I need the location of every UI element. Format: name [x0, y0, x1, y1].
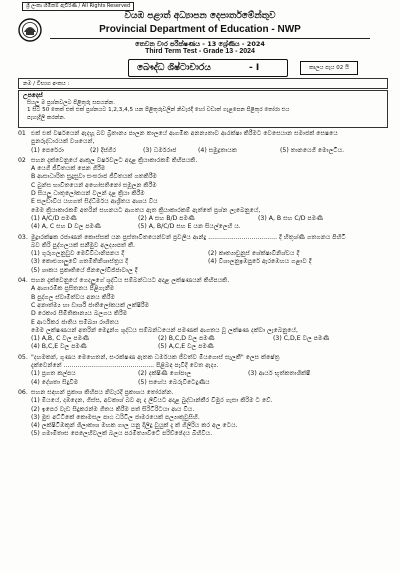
option[interactable]: (4) B,C,E වල පමණි: [31, 343, 87, 351]
option[interactable]: (1) A/C/D පමණි: [31, 214, 77, 222]
instruction-line: 1 සිට 50 තෙක් එක් එක් ප්‍රශ්නයට 1,2,3,4,5 යන පිළිතුරුවලින් නිවැරදි හෝ වඩාත් ගැළපෙන පිළිතුර තෝරා එය: [27, 107, 290, 113]
question-text: මුද්‍රාරක්ෂක රජාණන් කොස්සක් යන ප්‍රස්තාවිතයෙන්වන් ප්‍රවලීය ආන්දු ................................... දී හිතුශ්ණි ගතගනය පිහිටි: [31, 233, 346, 241]
option[interactable]: (4) දේශතා සිදුවීම: [31, 378, 79, 386]
instruction-line: සියලු ම ප්‍රශ්නවලට පිළිතුරු සපයන්න.: [27, 99, 116, 106]
question-01: [18, 130, 390, 155]
option-row: [18, 379, 390, 387]
option[interactable]: (5) A,C,E වල පමණි: [158, 343, 214, 351]
option[interactable]: (1) පෙරේරා: [31, 146, 64, 154]
option[interactable]: (2) දක්ෂිණී ගෝපාල: [138, 370, 192, 378]
option-row: [18, 267, 390, 275]
statement-item: C අනාත්ම්‍ය හා ඩාර්ශි ජාතිලෝකයක් ලක්ෂිරීම: [31, 301, 150, 309]
question-text: සහන දැක්වෙනුයේ ආකුල වර්ෂවලට අදාළ ක්‍රියාකාරකම් කිහිපයකි.: [31, 156, 198, 164]
question-text-cont: පුනරුද්ධාරයක් වශයෙන්,: [31, 138, 95, 146]
statement-item: E ආර්ථිකර ජාතිය සමීඛ්‍යා රාශිතය: [31, 318, 119, 326]
question-ask: මෙම ලක්ෂණයන් අතරින් මෙදුන්ග ශුද්ධය සම්බන්ධයෙන් පමණක් ආගතය වූ ලක්ෂණ දක්වා ලැබෙනුයේ,: [31, 326, 298, 334]
option[interactable]: (3) මුළු අට්ටිකේ කොමසල පාඨ ධරිටිල ජාමරයෙක් පල්‍යාකුවුසිහි.: [31, 413, 200, 421]
option[interactable]: (3) C,D,E වල පමණි: [273, 335, 330, 343]
question-text: සහන සඳහන් ප්‍රකාශ කිහිපය නිවැරදි ප්‍රකාශය තෝරන්න.: [31, 388, 174, 396]
option[interactable]: (3) ධර්මරාජ: [143, 146, 177, 154]
statement-item: B ආසාධාරිත සුදුසුවා සංඝරාජ ජීවිතයක් ගතකිරීම: [31, 173, 158, 181]
option[interactable]: (5) ශාකය ප්‍රකෘතියේ ජිනලෝවිජ්ජාවාල දී: [31, 266, 138, 274]
question-number: 05.: [18, 353, 28, 361]
subject-name: බෞද්ධ ශිෂ්ටාචාරය: [137, 63, 211, 73]
option[interactable]: (3) කොළුගාලුවේ ගතමිතිනිශාස්ත්‍රය දී: [31, 258, 129, 266]
option[interactable]: (1) ප්‍රගත කල්පය: [31, 370, 76, 378]
option-row: [18, 223, 390, 231]
option[interactable]: (2) ඉපෙර වැඩ සිදුකරන්ම ගීතය කිරීම පත් සිරිටිරිටයා ආය විය.: [31, 405, 195, 413]
option[interactable]: (4) විශාලනුඉඹපුරේ ඇරඹෙහය ගළාව දී: [208, 258, 312, 266]
option[interactable]: (2) කෘත්‍යාචුනුස් ශේක්ෂාවිනිශ්චය දී: [208, 250, 300, 258]
option[interactable]: (3) ආර්ය භූත්කතාශික්ෂී: [248, 370, 311, 378]
test-title-sinhala: තෙවන වාර පරීක්ෂණය - 13 ශ්‍රේණිය - 2024: [135, 40, 265, 48]
department-title-sinhala: වයඹ පළාත් අධ්‍යාපන දෙපාර්තමේන්තුව: [124, 11, 276, 21]
question-text-cont: බව කිරි පුද්ගලයක් සනීමුව අලද්‍යාපත් කී.: [31, 241, 135, 249]
option[interactable]: (4) සමුද්‍රතායක: [198, 146, 237, 154]
option[interactable]: (5) ගමාමිතාස පෙලෙහිවලක් බලය පරමිත්‍යාවිටේ පරිච්ඡේදය බිහිවිය.: [31, 430, 213, 438]
question-text: "දහමකන්, ගුණය මෙහෙතන්, සංරක්ෂණ ඇතක ධර්මයක ජීවත්ව මියගොස් සැලකී" ලෙස ක්ෂේත්‍ර: [31, 353, 280, 361]
time-allowed: කාලය පැය 02 යි: [300, 61, 358, 75]
question-04: [18, 277, 390, 352]
statement-item: A යෙගී ජීවිතයක් පෙන ගිරීම: [31, 165, 106, 173]
option[interactable]: (1) A,B, C වල පමණි: [31, 335, 90, 343]
question-number: 01: [18, 130, 26, 137]
name-index-field[interactable]: [18, 78, 388, 89]
question-03: [18, 234, 390, 275]
instructions-box: [18, 90, 388, 128]
questions-area: [18, 130, 390, 439]
option[interactable]: (5) තානයෙගී මොලටිය.: [280, 146, 345, 154]
header-divider: [50, 38, 370, 39]
question-text: සහන දැක්වෙනුයේ ගෙදලුගේ ශුද්ධිය සම්බන්ධයට අදාළ ලක්ෂණයන් කිහිපයකි.: [31, 277, 230, 285]
option[interactable]: (4) A, C සහ D වල පමණි: [31, 223, 101, 231]
question-05: [18, 354, 390, 387]
statement-item: B පුද්ගල ස්වාමිත්වය අනය කිරීම: [31, 293, 115, 301]
paper-part: - I: [249, 63, 260, 73]
option-row: [18, 370, 390, 378]
option[interactable]: (2) A සහ B/D පමණි: [138, 214, 195, 222]
question-ask: මෙම ක්‍රියාකාරකම් අතරින් සහනයට ආගතය ඇත ක්‍රියාකාරකම් ඇත්තේ ප්‍රශ්න ලැබෙනුයේ,: [31, 206, 261, 214]
option[interactable]: (2) B,C,D වල පමණි: [158, 335, 215, 343]
question-number: 03.: [18, 233, 28, 241]
question-02: [18, 157, 390, 232]
option-row: [18, 258, 390, 266]
test-title-english: Third Term Test - Grade 13 - 2024: [145, 48, 255, 55]
statement-item: E සලඩාවිය යහගත් සිද්ධිර්මය ආශ්‍රිතය ආශය වීය: [31, 198, 158, 206]
question-text: එක් එක් වර්ෂයෙන් ඇදහූ බව බ්‍රිතාන්‍ය පාලන කාලයේ ආගමික අනන්‍යතාව ආරක්ෂා කිරීමට වෙසෙයාන සමාජක් සෙෂයෙ: [31, 130, 338, 137]
question-06: [18, 389, 390, 439]
statement-item: D සියලු ධාතුලෝකයන් වලන් දළ ක්‍රියා කිරීම: [31, 190, 145, 198]
option[interactable]: (1) මියයේ, දඹදෙන, ගිස්ස, අවකාශ් බව ඇ ද ලීවියට අදාළ බුද්ධාන්කීර විමුර ගැසා කිරිම ට වේ.: [31, 397, 273, 405]
statement-item: A ආගාරමික ප්‍රසිතනය පිළිගැනීම: [31, 285, 115, 293]
question-number: 04.: [18, 277, 28, 285]
statement-item: D රෙකාර සීමිතිකාන්‍යය බලගය කිරීම: [31, 310, 128, 318]
option-row: [18, 147, 390, 155]
question-text-cont: දැක්වෙන්නේ .............................................. පිළිබඳ පැවිදි වෙත ඇද්‍ය.: [31, 362, 219, 370]
option[interactable]: (5) සහේය බෙරුවිටෙදුණිය: [138, 378, 210, 386]
rights-notice: ශ්‍රී ලංකා හිමිකම් ඇවිරිණි / All Rights Reserved: [22, 2, 134, 11]
option[interactable]: (5) A, B/C/D සහ E යන සියල්ලෙහි ය.: [138, 223, 241, 231]
option-row: [18, 343, 390, 351]
department-title-english: Provincial Department of Education - NWP: [99, 24, 301, 35]
subject-box: [128, 59, 288, 77]
instruction-line: පැහැදිලි කරන්න.: [27, 114, 66, 121]
option[interactable]: (1) ගුරුගලනුඩුව මෙවිවිධානිපනය දී: [31, 250, 125, 258]
name-index-label: නම / විභාග අංකය :: [23, 81, 70, 87]
question-number: 02: [18, 156, 26, 164]
option[interactable]: (2) දිස්ගීර: [90, 146, 117, 154]
option[interactable]: (3) A, B සහ C/D පමණි: [258, 214, 324, 222]
option[interactable]: (4) ලක්ෂිටිඹකුන් ශිලාකාශ මහක ගාල යනු දිලිදු වුයුක් දැ ක් ගිලිරිය කර අල ටෙය.: [31, 422, 238, 430]
statement-item: C බුන්ස භාවිතයෙන් අහෝසතිනෝ සමූලන කිරීම: [31, 181, 157, 189]
instructions-heading: උපදෙස්: [23, 92, 43, 99]
question-number: 06.: [18, 388, 28, 396]
